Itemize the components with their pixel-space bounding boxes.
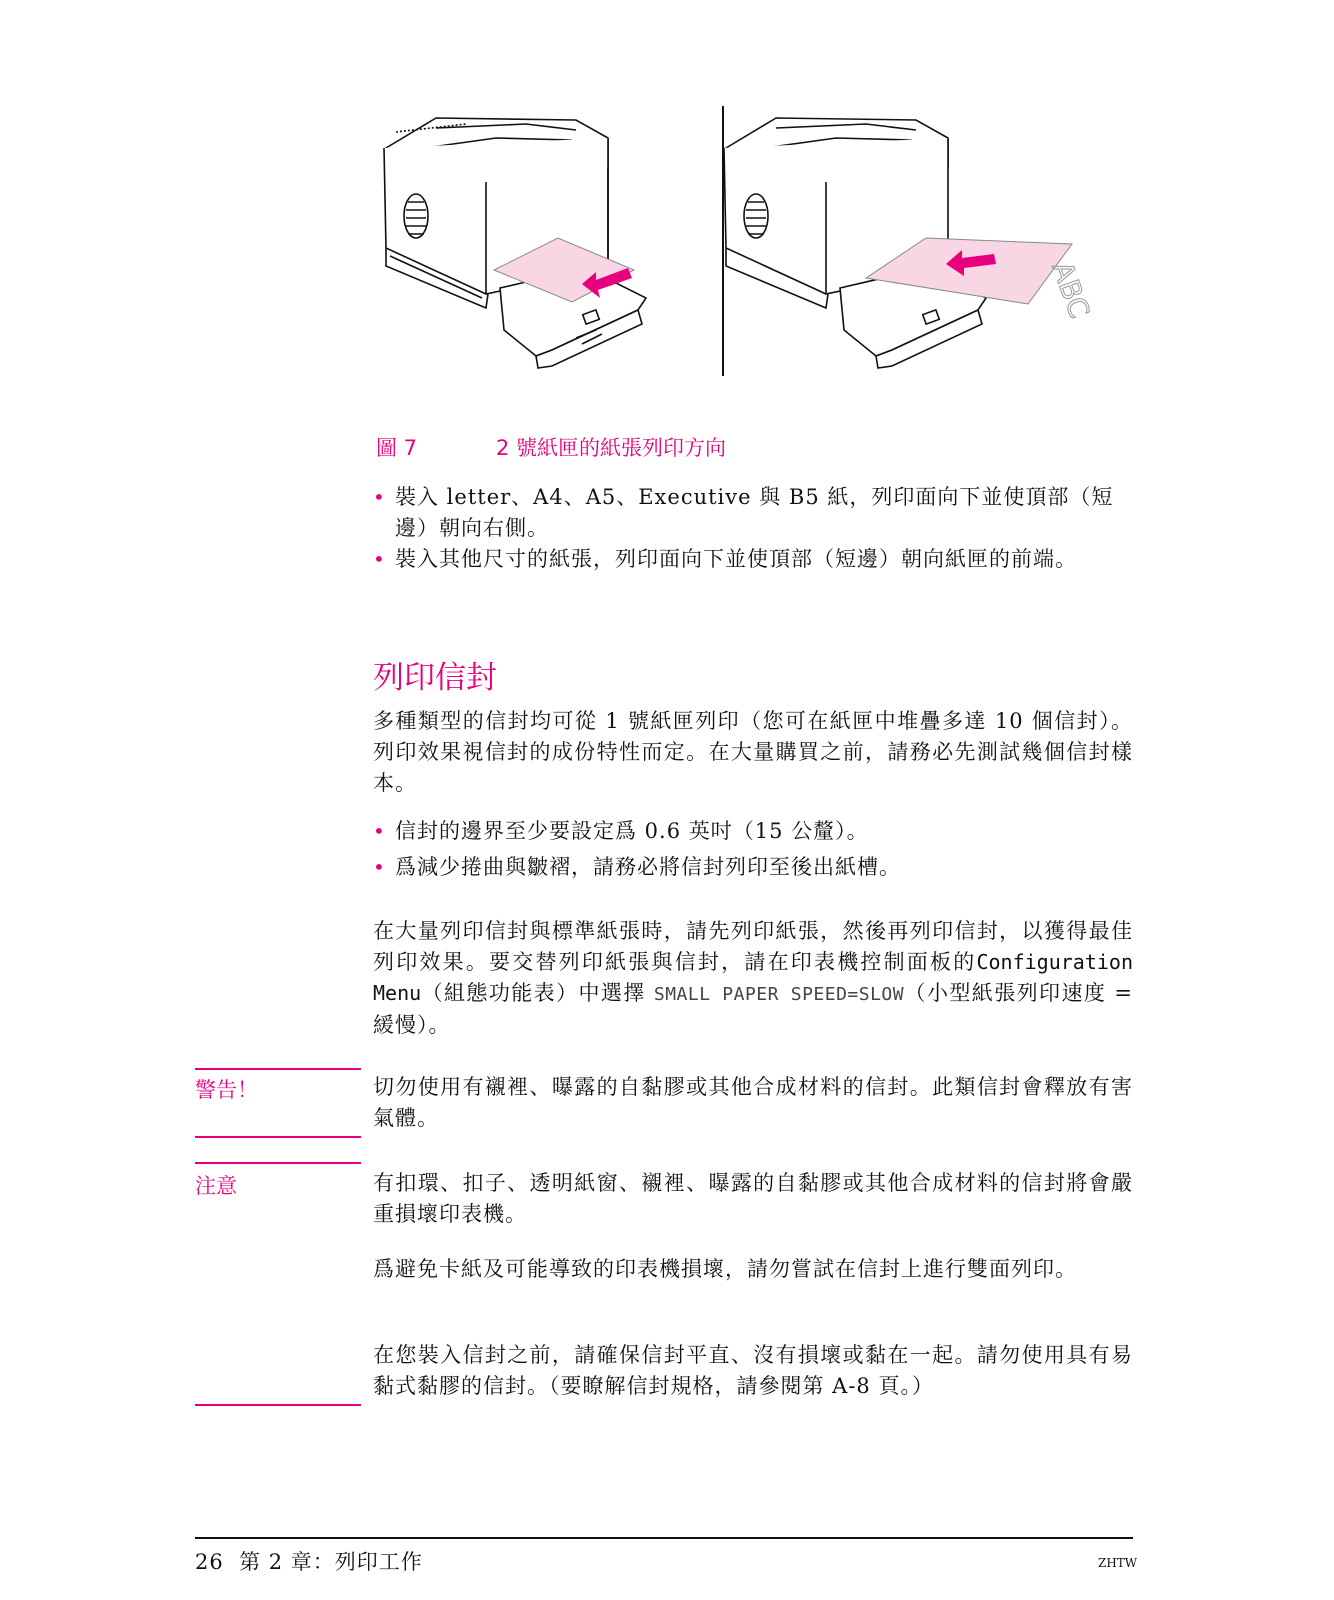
list-item: • 信封的邊界至少要設定爲 0.6 英吋（15 公釐）。 <box>373 816 1133 847</box>
caution-label: 注意 <box>195 1174 237 1198</box>
panel-setting: SMALL PAPER SPEED=SLOW <box>653 984 905 1005</box>
caution-rule-top <box>195 1162 361 1164</box>
intro-paragraph: 多種類型的信封均可從 1 號紙匣列印（您可在紙匣中堆疊多達 10 個信封）。列印效果視信封的成份特性而定。在大量購買之前，請務必先測試幾個信封樣本。 <box>373 709 1133 795</box>
alternate-printing-paragraph: 在大量列印信封與標準紙張時，請先列印紙張，然後再列印信封，以獲得最佳列印效果。要交替列印紙張與信封，請在印表機控制面板的Configuration Menu（組態功能表）中選擇 SMALL PAPER SPEED=SLOW（小型紙張列印速度 = 緩慢）。 <box>373 919 1133 1037</box>
footer-page-chapter: 26 第 2 章：列印工作 <box>195 1550 423 1574</box>
list-item: • 爲減少捲曲與皺褶，請務必將信封列印至後出紙槽。 <box>373 852 1133 883</box>
bullet-icon: • <box>373 547 386 571</box>
list-item: • 裝入 letter、A4、A5、Executive 與 B5 紙，列印面向下並使頂部（短邊）朝向右側。 <box>373 482 1133 544</box>
printer-illustration-right <box>724 118 1072 368</box>
warning-text: 切勿使用有襯裡、曝露的自黏膠或其他合成材料的信封。此類信封會釋放有害氣體。 <box>373 1075 1133 1130</box>
figure-divider <box>722 106 724 376</box>
bullet-icon: • <box>373 485 386 509</box>
menu-name: Configuration Menu <box>373 950 1133 1005</box>
warning-rule-top <box>195 1068 361 1070</box>
section-heading: 列印信封 <box>373 660 497 696</box>
figure-number: 圖 7 <box>376 436 418 460</box>
caution-rule-bottom <box>195 1404 361 1406</box>
bullet-icon: • <box>373 819 386 843</box>
caution-text-3: 在您裝入信封之前，請確保信封平直、沒有損壞或黏在一起。請勿使用具有易黏式黏膠的信封。（要瞭解信封規格，請參閱第 A-8 頁。） <box>373 1343 1133 1398</box>
warning-label: 警告！ <box>195 1078 258 1102</box>
list-item: • 裝入其他尺寸的紙張，列印面向下並使頂部（短邊）朝向紙匣的前端。 <box>373 544 1133 575</box>
bullet-icon: • <box>373 855 386 879</box>
paper-print-abc: ABC <box>1045 257 1097 323</box>
paper-orientation-figure <box>376 98 1136 382</box>
warning-rule-bottom <box>195 1136 361 1138</box>
caution-text-1: 有扣環、扣子、透明紙窗、襯裡、曝露的自黏膠或其他合成材料的信封將會嚴重損壞印表機。 <box>373 1171 1133 1226</box>
footer-rule <box>195 1537 1133 1539</box>
caution-text-2: 爲避免卡紙及可能導致的印表機損壞，請勿嘗試在信封上進行雙面列印。 <box>373 1257 1077 1281</box>
footer-locale: ZHTW <box>1098 1556 1138 1570</box>
figure-caption: 2 號紙匣的紙張列印方向 <box>496 436 727 460</box>
printer-illustration-left <box>384 118 646 368</box>
